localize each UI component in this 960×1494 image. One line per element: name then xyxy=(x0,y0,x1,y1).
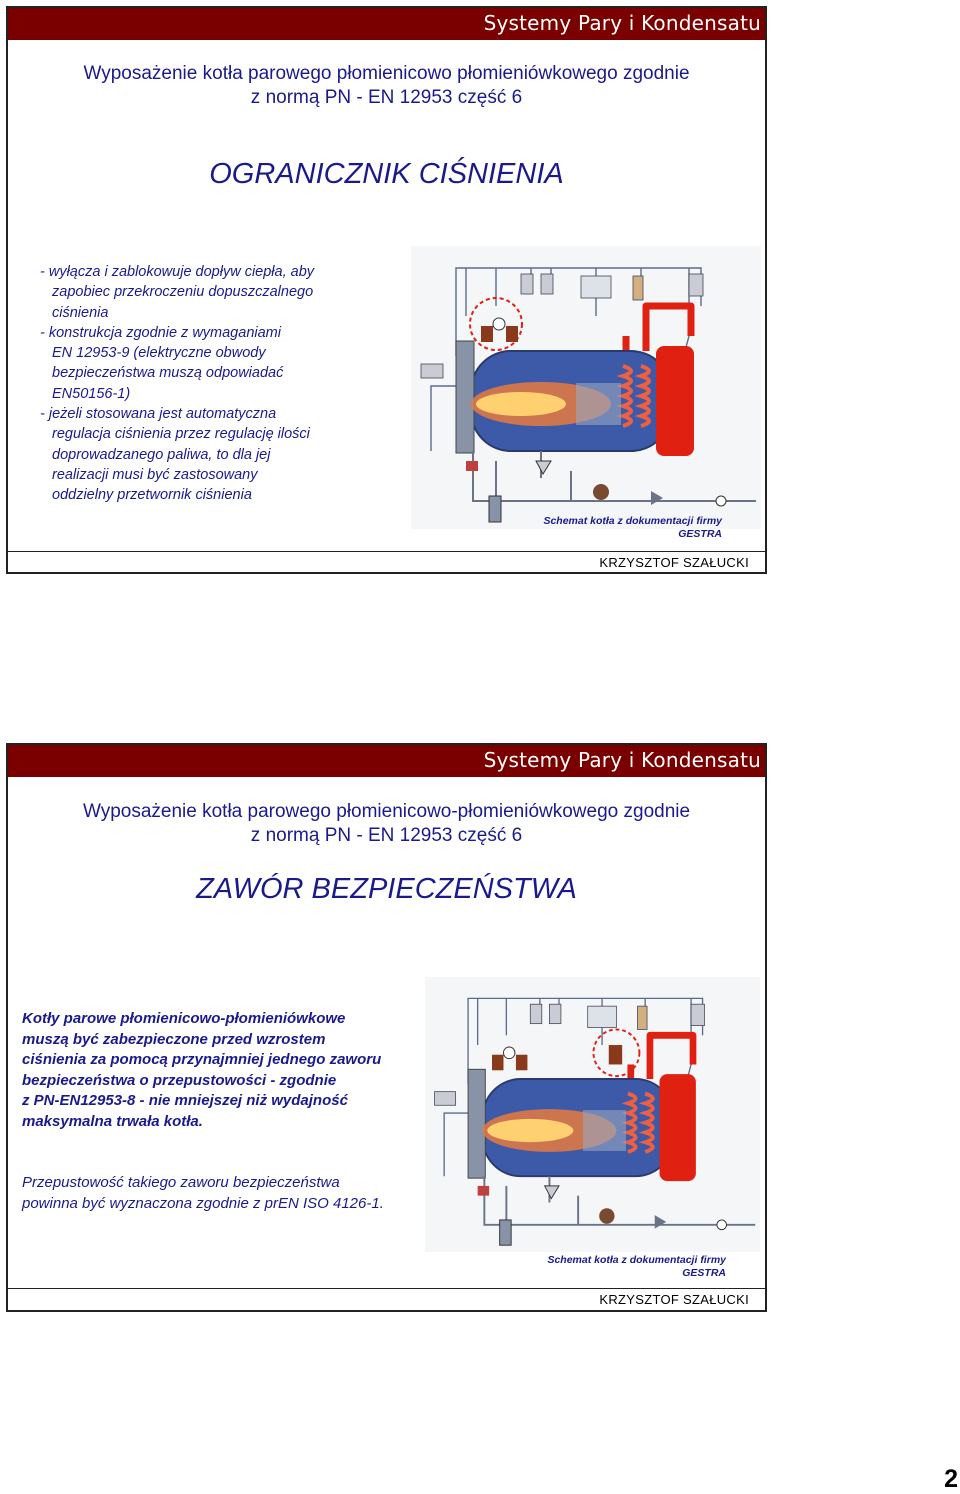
boiler-schematic-diagram xyxy=(411,246,761,529)
slide-ogranicznik xyxy=(6,6,767,574)
reversing-chamber xyxy=(656,346,694,456)
boiler-shell xyxy=(468,1069,696,1181)
paragraph-line: Kotły parowe płomienicowo-płomieniówkowe xyxy=(22,1010,346,1027)
instrument-box xyxy=(541,274,553,294)
valve-body xyxy=(481,326,493,342)
control-panel xyxy=(588,1006,617,1027)
footer-author: KRZYSZTOF SZAŁUCKI xyxy=(599,555,749,570)
bullet-line: - wyłącza i zablokowuje dopływ ciepła, aby xyxy=(40,264,315,280)
slide-header-bar xyxy=(8,745,765,777)
valve-body xyxy=(516,1055,527,1071)
subtitle-line-2: z normą PN - EN 12953 część 6 xyxy=(250,87,523,108)
blowdown-valve xyxy=(466,461,478,471)
gauge-icon xyxy=(716,496,726,506)
paragraph-line: bezpieczeństwa o przepustowości - zgodnie xyxy=(22,1071,337,1089)
side-instrument xyxy=(435,1092,456,1106)
boiler-front-plate xyxy=(456,341,474,453)
bullet-line: doprowadzanego paliwa, to dla jej xyxy=(52,446,271,463)
subtitle-line-1: Wyposażenie kotła parowego płomienicowo-płomieniówkowego zgodnie xyxy=(82,801,691,822)
slide-subtitle xyxy=(8,800,765,848)
bullet-line: realizacji musi być zastosowany xyxy=(52,466,258,483)
flame-core xyxy=(476,392,566,416)
bullet-line: bezpieczeństwa muszą odpowiadać xyxy=(52,365,284,382)
pump-icon xyxy=(599,1208,614,1224)
paragraph-line: Przepustowość takiego zaworu bezpieczeństwa xyxy=(22,1174,340,1191)
bullet-line: - konstrukcja zgodnie z wymaganiami xyxy=(40,324,281,341)
valve-body xyxy=(492,1055,503,1071)
caption-line-2: GESTRA xyxy=(678,528,722,540)
slide-header-bar xyxy=(8,8,765,40)
bullet-line: oddzielny przetwornik ciśnienia xyxy=(52,487,252,504)
slide-zawor-bezpieczenstwa xyxy=(6,743,767,1312)
footer-divider xyxy=(8,551,765,552)
instrument-box xyxy=(521,274,533,294)
paragraph-line: ciśnienia za pomocą przynajmniej jednego zaworu xyxy=(22,1051,382,1068)
caption-line-1: Schemat kotła z dokumentacji firmy xyxy=(547,1254,726,1266)
subtitle-line-1: Wyposażenie kotła parowego płomienicowo płomieniówkowego zgodnie xyxy=(83,63,690,84)
side-instrument xyxy=(421,364,443,378)
page-number: 2 xyxy=(944,1465,958,1493)
subtitle-line-2: z normą PN - EN 12953 część 6 xyxy=(250,825,523,846)
pressure-switch-icon xyxy=(493,318,505,330)
header-title: Systemy Pary i Kondensatu xyxy=(483,748,761,772)
instrument-box xyxy=(549,1004,560,1023)
slide-title: ZAWÓR BEZPIECZEŃSTWA xyxy=(196,873,577,905)
bullet-line: ciśnienia xyxy=(52,304,109,321)
water-zone xyxy=(583,1110,626,1151)
instrument-box xyxy=(530,1004,541,1023)
paragraph-line: maksymalna trwała kotła. xyxy=(22,1112,203,1130)
boiler-front-plate xyxy=(468,1069,485,1178)
boiler-schematic-diagram xyxy=(425,977,760,1252)
diagram-caption xyxy=(488,515,722,541)
gauge-icon xyxy=(717,1220,727,1230)
safety-valve-icon xyxy=(609,1045,622,1064)
paragraph-line: muszą być zabezpieczone przed wzrostem xyxy=(22,1030,326,1048)
bullet-line: EN 12953-9 (elektryczne obwody xyxy=(52,345,266,362)
bullet-line: - jeżeli stosowana jest automatyczna xyxy=(40,406,277,423)
level-gauge xyxy=(637,1006,647,1029)
caption-line-2: GESTRA xyxy=(682,1267,726,1279)
reversing-chamber xyxy=(660,1074,696,1181)
instrument-box xyxy=(691,1004,704,1025)
boiler-shell xyxy=(456,341,694,456)
bullet-line: EN50156-1) xyxy=(52,385,131,402)
diagram-caption xyxy=(492,1254,726,1280)
drain-cooler xyxy=(500,1220,511,1245)
caption-line-1: Schemat kotła z dokumentacji firmy xyxy=(543,515,722,527)
slide-subtitle xyxy=(8,62,765,110)
pump-icon xyxy=(593,484,609,500)
level-gauge xyxy=(633,276,643,300)
footer-divider xyxy=(8,1288,765,1289)
header-title: Systemy Pary i Kondensatu xyxy=(483,11,761,35)
requirement-paragraph xyxy=(22,1009,436,1132)
water-zone xyxy=(576,383,621,425)
bullet-line: regulacja ciśnienia przez regulację ilości xyxy=(52,426,310,443)
pressure-switch-icon xyxy=(503,1047,514,1059)
flame-core xyxy=(487,1119,573,1142)
paragraph-line: z PN-EN12953-8 - nie mniejszej niż wydajność xyxy=(22,1092,348,1109)
slide-title: OGRANICZNIK CIŚNIENIA xyxy=(209,158,564,190)
capacity-paragraph xyxy=(22,1173,436,1214)
bullet-list xyxy=(40,262,412,506)
footer-author: KRZYSZTOF SZAŁUCKI xyxy=(599,1292,749,1307)
control-panel xyxy=(581,276,611,298)
blowdown-valve xyxy=(478,1186,489,1196)
paragraph-line: powinna być wyznaczona zgodnie z prEN ISO 4126-1. xyxy=(22,1194,384,1212)
valve-body xyxy=(506,326,518,342)
instrument-box xyxy=(689,274,703,296)
bullet-line: zapobiec przekroczeniu dopuszczalnego xyxy=(52,284,314,301)
